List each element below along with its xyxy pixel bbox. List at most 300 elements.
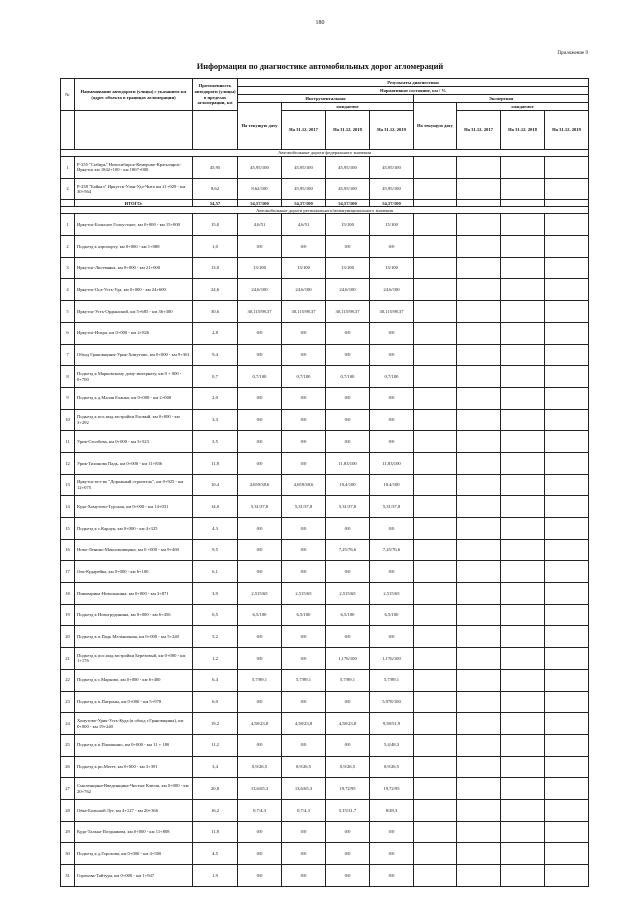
expected-2019: 24,6/100 <box>370 279 414 301</box>
row-number: 6 <box>61 322 75 344</box>
expert-cell <box>501 539 545 561</box>
road-length: 20,8 <box>193 778 238 800</box>
expected-2019: 5,4/48,3 <box>370 734 414 756</box>
expert-cell <box>545 799 589 821</box>
current-state: 0/0 <box>238 409 282 431</box>
expert-cell <box>501 279 545 301</box>
road-length: 3,5 <box>193 431 238 453</box>
table-row <box>61 821 589 843</box>
expected-2017: 0,7/4,3 <box>282 799 326 821</box>
table-row <box>61 604 589 626</box>
expected-2018: 7,25/76,6 <box>326 539 370 561</box>
expected-2018: 45,95/100 <box>326 157 370 179</box>
expert-cell <box>414 236 457 258</box>
road-length: 11,8 <box>193 821 238 843</box>
expected-2019: 30,115/98,37 <box>370 301 414 323</box>
table-row <box>61 344 589 366</box>
row-number: 28 <box>61 799 75 821</box>
expert-cell <box>414 322 457 344</box>
road-name: Подъезд к д.Горохова, км 0+000 - км 4+500 <box>75 843 193 865</box>
road-length: 2,0 <box>193 387 238 409</box>
expected-2017: 0/0 <box>282 648 326 670</box>
expert-cell <box>457 865 501 887</box>
road-name: Подъезд к п.Патроны, км 0+000 - км 5+978 <box>75 691 193 713</box>
appendix-label: Приложение 9 <box>557 51 588 56</box>
expected-2019: 0/0 <box>370 626 414 648</box>
expected-2017: 0/0 <box>282 561 326 583</box>
expert-cell <box>414 821 457 843</box>
expert-cell <box>545 865 589 887</box>
expected-2019: 7,25/76,6 <box>370 539 414 561</box>
road-length: 14,0 <box>193 496 238 518</box>
expert-cell <box>457 626 501 648</box>
table-row <box>61 322 589 344</box>
expert-cell <box>545 257 589 279</box>
expected-2018: 13/100 <box>326 257 370 279</box>
expert-cell <box>414 648 457 670</box>
total-2018: 54,57/100 <box>326 200 370 207</box>
expert-cell <box>501 669 545 691</box>
road-name: Подъезд к аэропорту, км 0+000 - км 1+088 <box>75 236 193 258</box>
total-row <box>61 200 589 207</box>
table-row <box>61 691 589 713</box>
expert-cell <box>414 366 457 388</box>
expected-2018: 5,31/37,8 <box>326 496 370 518</box>
expert-cell <box>545 734 589 756</box>
row-number: 1 <box>61 157 75 179</box>
expert-cell <box>545 157 589 179</box>
expert-cell <box>501 691 545 713</box>
expert-cell <box>414 583 457 605</box>
expert-cell <box>457 843 501 865</box>
header-2019: На 31.12. 2019 <box>370 111 414 150</box>
expected-2019: 45,95/100 <box>370 178 414 200</box>
table-row <box>61 518 589 540</box>
expert-cell <box>457 431 501 453</box>
expert-cell <box>457 200 501 207</box>
road-name: Оек-Кударейка, км 0+000 - км 6+100 <box>75 561 193 583</box>
road-name: Подъезд к п.Падь Мельничная, км 0+000 - км 5+240 <box>75 626 193 648</box>
header-normative: Нормативное состояние, км / % <box>238 87 589 95</box>
header-current-date: На текущую дату <box>238 103 282 150</box>
row-number: 24 <box>61 713 75 735</box>
expert-cell <box>545 431 589 453</box>
table-row <box>61 756 589 778</box>
current-state: 24,6/100 <box>238 279 282 301</box>
expert-cell <box>457 669 501 691</box>
current-state: 5,7/89,1 <box>238 669 282 691</box>
road-name: Урик-Столбова, км 0+000 - км 3+523 <box>75 431 193 453</box>
expert-cell <box>457 387 501 409</box>
diagnostics-table <box>60 78 589 887</box>
expert-cell <box>545 409 589 431</box>
expected-2018: 5,15/31,7 <box>326 799 370 821</box>
current-state: 13,6/65,3 <box>238 778 282 800</box>
expert-cell <box>414 799 457 821</box>
expected-2019: 5,31/37,8 <box>370 496 414 518</box>
header-num: № <box>61 79 75 111</box>
expected-2019: 8/49,3 <box>370 799 414 821</box>
expected-2019: 5,7/89,1 <box>370 669 414 691</box>
road-name: Р-258 "Байкал" Иркутск-Улан-Удэ-Чита км 21+929 - км 30+564 <box>75 178 193 200</box>
table-row <box>61 734 589 756</box>
current-state: 0/0 <box>238 387 282 409</box>
road-length: 11,2 <box>193 734 238 756</box>
row-number: 13 <box>61 474 75 496</box>
expert-cell <box>457 799 501 821</box>
table-row <box>61 301 589 323</box>
current-state: 6,5/100 <box>238 604 282 626</box>
expert-cell <box>545 214 589 236</box>
expert-cell <box>501 561 545 583</box>
road-length: 6,1 <box>193 561 238 583</box>
table-row <box>61 409 589 431</box>
expected-2019: 6,5/100 <box>370 604 414 626</box>
expected-2018: 0/0 <box>326 626 370 648</box>
expert-cell <box>457 648 501 670</box>
road-name: Хомутово-Урик-Усть-Куда (в обход г.Грановщины), км 0+000 - км 19+240 <box>75 713 193 735</box>
expected-2017: 0/0 <box>282 626 326 648</box>
expert-cell <box>414 734 457 756</box>
expert-cell <box>457 279 501 301</box>
current-state: 4,6/51 <box>238 214 282 236</box>
expert-cell <box>414 756 457 778</box>
road-length: 24,6 <box>193 279 238 301</box>
expected-2018: 0/0 <box>326 344 370 366</box>
expert-cell <box>414 669 457 691</box>
road-name: Подъезд к д.Малая Еланка, км 0+000 - км 2+000 <box>75 387 193 409</box>
total-2019: 54,57/100 <box>370 200 414 207</box>
table-row <box>61 157 589 179</box>
expert-cell <box>414 691 457 713</box>
expert-cell <box>414 865 457 887</box>
expected-2017: 4,6/51 <box>282 214 326 236</box>
row-number: 9 <box>61 387 75 409</box>
expert-cell <box>414 409 457 431</box>
table-row <box>61 366 589 388</box>
expected-2017: 2,515/65 <box>282 583 326 605</box>
expert-cell <box>414 279 457 301</box>
expert-cell <box>457 236 501 258</box>
expert-cell <box>414 713 457 735</box>
expert-cell <box>457 713 501 735</box>
section-row-regional <box>61 207 589 214</box>
expert-cell <box>414 778 457 800</box>
expert-cell <box>501 387 545 409</box>
expert-cell <box>545 604 589 626</box>
expert-cell <box>501 157 545 179</box>
expert-cell <box>414 539 457 561</box>
road-length: 3,4 <box>193 756 238 778</box>
expected-2017: 0/0 <box>282 387 326 409</box>
expert-cell <box>545 561 589 583</box>
current-state: 0/0 <box>238 344 282 366</box>
expert-cell <box>545 583 589 605</box>
expert-cell <box>414 496 457 518</box>
row-number: 15 <box>61 518 75 540</box>
expected-2019: 0/0 <box>370 431 414 453</box>
header-road-name: Наименование автодороги (улицы) с указанием км (адрес объекта в границах агломерации) <box>75 79 193 111</box>
expert-cell <box>501 200 545 207</box>
road-length: 45,95 <box>193 157 238 179</box>
current-state: 0/0 <box>238 734 282 756</box>
row-number: 4 <box>61 279 75 301</box>
expected-2018: 0,9/26,5 <box>326 756 370 778</box>
expert-cell <box>501 366 545 388</box>
row-number: 20 <box>61 626 75 648</box>
row-number: 14 <box>61 496 75 518</box>
expert-cell <box>501 322 545 344</box>
expert-cell <box>457 518 501 540</box>
expert-cell <box>414 561 457 583</box>
expected-2018: 6,5/100 <box>326 604 370 626</box>
expected-2019: 0/0 <box>370 236 414 258</box>
table-row <box>61 474 589 496</box>
expert-cell <box>501 756 545 778</box>
expert-cell <box>545 344 589 366</box>
expert-cell <box>457 583 501 605</box>
current-state: 0/0 <box>238 843 282 865</box>
road-length: 16,2 <box>193 799 238 821</box>
header-expert-2019: На 31.12. 2019 <box>545 111 589 150</box>
expected-2017: 0/0 <box>282 236 326 258</box>
road-length: 3,9 <box>193 583 238 605</box>
expert-cell <box>545 669 589 691</box>
expert-cell <box>414 301 457 323</box>
expected-2017: 0/0 <box>282 865 326 887</box>
table-row <box>61 214 589 236</box>
current-state: 13/100 <box>238 257 282 279</box>
expert-cell <box>457 301 501 323</box>
expert-cell <box>457 778 501 800</box>
expected-2017: 13,6/65,3 <box>282 778 326 800</box>
expected-2017: 5,7/89,1 <box>282 669 326 691</box>
row-number: 21 <box>61 648 75 670</box>
expert-cell <box>501 865 545 887</box>
row-number: 25 <box>61 734 75 756</box>
total-label: ИТОГО: <box>75 200 193 207</box>
expert-cell <box>457 214 501 236</box>
expected-2018: 4,58/23,8 <box>326 713 370 735</box>
table-row <box>61 452 589 474</box>
expected-2018: 30,115/98,37 <box>326 301 370 323</box>
road-name: Иркутск-Листвянка, км 8+000 - км 21+000 <box>75 257 193 279</box>
expert-cell <box>457 409 501 431</box>
expert-cell <box>545 279 589 301</box>
expert-cell <box>457 604 501 626</box>
expert-cell <box>501 474 545 496</box>
expected-2018: 0/0 <box>326 865 370 887</box>
road-name: Куда-Хомутово-Турская, км 0+000 - км 14+031 <box>75 496 193 518</box>
road-length: 6,5 <box>193 604 238 626</box>
road-name: Иркутск-Оса-Усть-Уда, км 0+000 - км 24+600 <box>75 279 193 301</box>
road-name: Горохова-Тайтура, км 0+000 - км 1+947 <box>75 865 193 887</box>
table-row <box>61 669 589 691</box>
section-title: Автомобильные дороги федерального значения <box>61 150 589 157</box>
header-length: Протяженность автодороги (улицы) в пределах агломерации, км <box>193 79 238 111</box>
expected-2018: 0/0 <box>326 691 370 713</box>
expected-2017: 24,6/100 <box>282 279 326 301</box>
expert-cell <box>545 496 589 518</box>
row-number: 26 <box>61 756 75 778</box>
expert-cell <box>457 691 501 713</box>
expected-2017: 45,95/100 <box>282 157 326 179</box>
expert-cell <box>414 452 457 474</box>
expert-cell <box>501 452 545 474</box>
expert-cell <box>457 452 501 474</box>
expert-cell <box>501 431 545 453</box>
current-state: 0/0 <box>238 561 282 583</box>
header-instrumental: Инструментальная <box>238 95 414 103</box>
row-number: 30 <box>61 843 75 865</box>
expected-2019: 19,72/95 <box>370 778 414 800</box>
expected-2018: 0/0 <box>326 409 370 431</box>
expected-2019: 0,7/100 <box>370 366 414 388</box>
expected-2019: 0/0 <box>370 344 414 366</box>
header-expected: ожидаемое <box>282 103 414 111</box>
header-expert-2017: На 31.12. 2017 <box>457 111 501 150</box>
current-state: 45,95/100 <box>238 157 282 179</box>
row-number: 23 <box>61 691 75 713</box>
row-number: 29 <box>61 821 75 843</box>
expert-cell <box>501 236 545 258</box>
expected-2017: 0/0 <box>282 344 326 366</box>
road-name: Подъезд к пос.инд.застройки Еловый, км 0+000 - км 3+292 <box>75 409 193 431</box>
expected-2017: 0/0 <box>282 409 326 431</box>
current-state: 0/0 <box>238 518 282 540</box>
current-state: 0/0 <box>238 626 282 648</box>
expected-2018: 0/0 <box>326 322 370 344</box>
expert-cell <box>501 799 545 821</box>
road-name: Куда-Талька-Позднякова, км 0+000 - км 11+808 <box>75 821 193 843</box>
row-number: 2 <box>61 236 75 258</box>
table-row <box>61 431 589 453</box>
expert-cell <box>545 821 589 843</box>
expert-cell <box>414 257 457 279</box>
current-state: 0/0 <box>238 431 282 453</box>
table-row <box>61 865 589 887</box>
road-name: Р-255 "Сибирь" Новосибирск-Кемерово-Красноярск-Иркутск км 1842+100 - км 1867+000 <box>75 157 193 179</box>
road-length: 2,8 <box>193 322 238 344</box>
expert-cell <box>457 322 501 344</box>
current-state: 0/0 <box>238 691 282 713</box>
expert-cell <box>414 387 457 409</box>
expected-2017: 0/0 <box>282 539 326 561</box>
expert-cell <box>457 734 501 756</box>
expected-2018: 1,176/100 <box>326 648 370 670</box>
expected-2017: 0/0 <box>282 821 326 843</box>
expected-2018: 0/0 <box>326 431 370 453</box>
expert-cell <box>545 322 589 344</box>
current-state: 0/0 <box>238 452 282 474</box>
road-name: Иркутск-Усть-Ордынский, км 5+685 - км 36+300 <box>75 301 193 323</box>
row-number: 1 <box>61 214 75 236</box>
expected-2018: 0,7/100 <box>326 366 370 388</box>
row-number: 27 <box>61 778 75 800</box>
road-name: Подъезд к с.Марково, км 0+000 - км 6+400 <box>75 669 193 691</box>
expert-cell <box>457 157 501 179</box>
expert-cell <box>414 344 457 366</box>
expert-cell <box>545 178 589 200</box>
expert-cell <box>501 778 545 800</box>
expert-cell <box>545 474 589 496</box>
expert-cell <box>457 496 501 518</box>
row-number: 19 <box>61 604 75 626</box>
row-number: 31 <box>61 865 75 887</box>
expected-2019: 11,83/100 <box>370 452 414 474</box>
current-state: 4,659/38,6 <box>238 474 282 496</box>
expected-2018: 0/0 <box>326 236 370 258</box>
expert-cell <box>545 518 589 540</box>
expert-cell <box>501 843 545 865</box>
road-length: 13,0 <box>193 257 238 279</box>
expert-cell <box>414 157 457 179</box>
total-num <box>61 200 75 207</box>
row-number: 10 <box>61 409 75 431</box>
road-length: 4,3 <box>193 518 238 540</box>
expected-2018: 15/100 <box>326 214 370 236</box>
expected-2017: 0/0 <box>282 431 326 453</box>
road-name: Ново-Ленино-Максимовщина, км 0 +000 - км 9+460 <box>75 539 193 561</box>
road-name: Подъезд к пос.инд.застройки Березовый, км 0+000 - км 1+176 <box>75 648 193 670</box>
current-state: 0/0 <box>238 865 282 887</box>
expert-cell <box>457 178 501 200</box>
expected-2019: 0/0 <box>370 865 414 887</box>
expert-cell <box>501 214 545 236</box>
expert-cell <box>545 713 589 735</box>
expert-cell <box>545 691 589 713</box>
current-state: 0,7/100 <box>238 366 282 388</box>
row-number: 2 <box>61 178 75 200</box>
road-name: Оёка-Большой Луг, км 4+127 - км 20+366 <box>75 799 193 821</box>
table-row <box>61 257 589 279</box>
section-title: Автомобильные дороги регионального/межмуниципального значения <box>61 207 589 214</box>
header-results: Результаты диагностики <box>238 79 589 87</box>
table-row <box>61 583 589 605</box>
table-row <box>61 539 589 561</box>
table-row <box>61 648 589 670</box>
current-state: 0/0 <box>238 322 282 344</box>
table-row <box>61 778 589 800</box>
expert-cell <box>457 257 501 279</box>
current-state: 0/0 <box>238 821 282 843</box>
road-name: Иркутск-Большое Голоустное, км 0+000 - км 15+000 <box>75 214 193 236</box>
table-header <box>61 79 589 150</box>
expected-2019: 5,978/100 <box>370 691 414 713</box>
road-length: 0,7 <box>193 366 238 388</box>
document-title: Информация по диагностике автомобильных дорог агломераций <box>196 62 444 71</box>
expert-cell <box>501 604 545 626</box>
road-name: Иркутск-пгт-во "Дорожный строитель", км 0+925 - км 12+075 <box>75 474 193 496</box>
expected-2017: 0/0 <box>282 322 326 344</box>
current-state: 0/0 <box>238 648 282 670</box>
expert-cell <box>545 843 589 865</box>
expert-cell <box>501 713 545 735</box>
total-current: 54,57/100 <box>238 200 282 207</box>
expert-cell <box>457 821 501 843</box>
expert-cell <box>545 648 589 670</box>
expert-cell <box>545 452 589 474</box>
expected-2018: 0/0 <box>326 843 370 865</box>
table-row <box>61 561 589 583</box>
road-name: Пивоварика-Новолыкина, км 0+000 - км 3+871 <box>75 583 193 605</box>
expert-cell <box>545 301 589 323</box>
expected-2019: 10,4/100 <box>370 474 414 496</box>
row-number: 18 <box>61 583 75 605</box>
expected-2019: 0/0 <box>370 322 414 344</box>
table-row <box>61 713 589 735</box>
total-length: 54,57 <box>193 200 238 207</box>
